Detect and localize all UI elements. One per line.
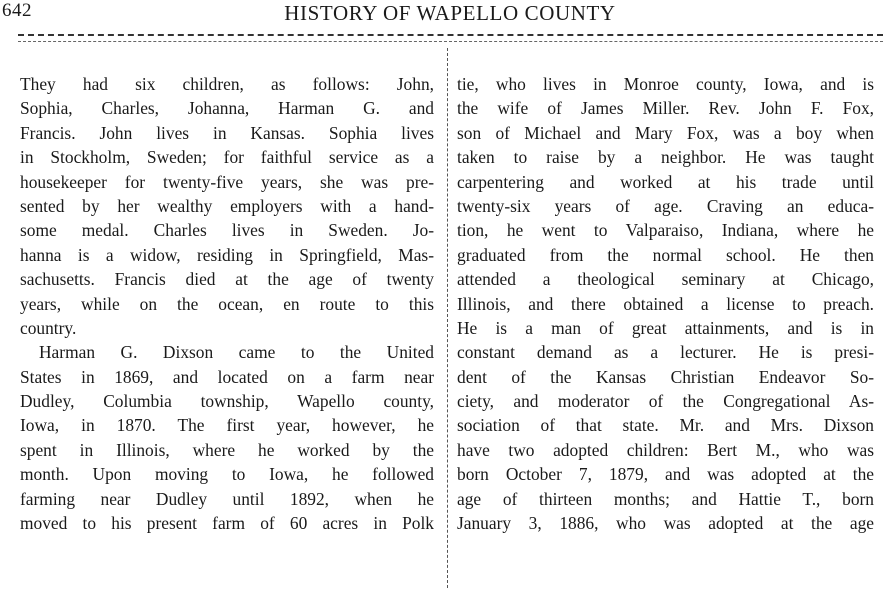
text-line: month. Upon moving to Iowa, he followed	[20, 464, 434, 485]
text-line: attended a theological seminary at Chicago,	[457, 269, 874, 290]
running-head: HISTORY OF WAPELLO COUNTY	[284, 1, 616, 25]
text-line: sented by her wealthy employers with a hand-	[20, 195, 434, 216]
text-line: Sophia, Charles, Johanna, Harman G. and	[20, 98, 434, 119]
page-number: 642	[2, 0, 32, 21]
text-line: taken to raise by a neighbor. He was taught	[457, 147, 874, 168]
text-line: have two adopted children: Bert M., who was	[457, 439, 874, 460]
text-line: housekeeper for twenty-five years, she was pre-	[20, 171, 434, 192]
text-line: born October 7, 1879, and was adopted at the	[457, 464, 874, 485]
text-line: Harman G. Dixson came to the United	[39, 342, 434, 363]
left-column	[20, 72, 434, 535]
text-line: They had six children, as follows: John,	[20, 74, 434, 94]
text-line: hanna is a widow, residing in Springfield, Mas-	[20, 244, 434, 265]
header-rule	[18, 34, 883, 42]
text-line: carpentering and worked at his trade until	[457, 171, 874, 192]
column-divider	[447, 48, 448, 588]
text-line: Illinois, and there obtained a license to preach.	[457, 293, 874, 314]
text-line: years, while on the ocean, en route to this	[20, 293, 434, 314]
right-column	[457, 72, 874, 535]
text-line: country.	[20, 317, 77, 338]
text-line: dent of the Kansas Christian Endeavor So-	[457, 366, 874, 387]
text-line: tion, he went to Valparaiso, Indiana, where he	[457, 220, 874, 241]
text-line: graduated from the normal school. He then	[457, 244, 874, 265]
text-line: in Stockholm, Sweden; for faithful service as a	[20, 147, 434, 168]
text-line: sociation of that state. Mr. and Mrs. Dixson	[457, 415, 874, 436]
text-line: moved to his present farm of 60 acres in Polk	[20, 513, 434, 534]
text-line: spent in Illinois, where he worked by the	[20, 439, 434, 460]
text-line: January 3, 1886, who was adopted at the age	[457, 513, 874, 534]
text-line: twenty-six years of age. Craving an educa-	[457, 195, 874, 216]
text-line: ciety, and moderator of the Congregational As-	[457, 391, 874, 412]
text-line: some medal. Charles lives in Sweden. Jo-	[20, 220, 434, 241]
text-line: son of Michael and Mary Fox, was a boy when	[457, 122, 874, 143]
text-line: constant demand as a lecturer. He is presi-	[457, 342, 874, 363]
text-line: age of thirteen months; and Hattie T., born	[457, 488, 874, 509]
text-line: States in 1869, and located on a farm near	[20, 366, 434, 387]
text-line: Dudley, Columbia township, Wapello county,	[20, 391, 434, 412]
text-line: tie, who lives in Monroe county, Iowa, and is	[457, 74, 874, 94]
text-line: Iowa, in 1870. The first year, however, he	[20, 415, 434, 436]
text-line: sachusetts. Francis died at the age of twenty	[20, 269, 434, 290]
text-line: Francis. John lives in Kansas. Sophia lives	[20, 122, 434, 143]
text-line: the wife of James Miller. Rev. John F. Fox,	[457, 98, 874, 119]
text-line: He is a man of great attainments, and is in	[457, 317, 874, 338]
text-line: farming near Dudley until 1892, when he	[20, 488, 434, 509]
